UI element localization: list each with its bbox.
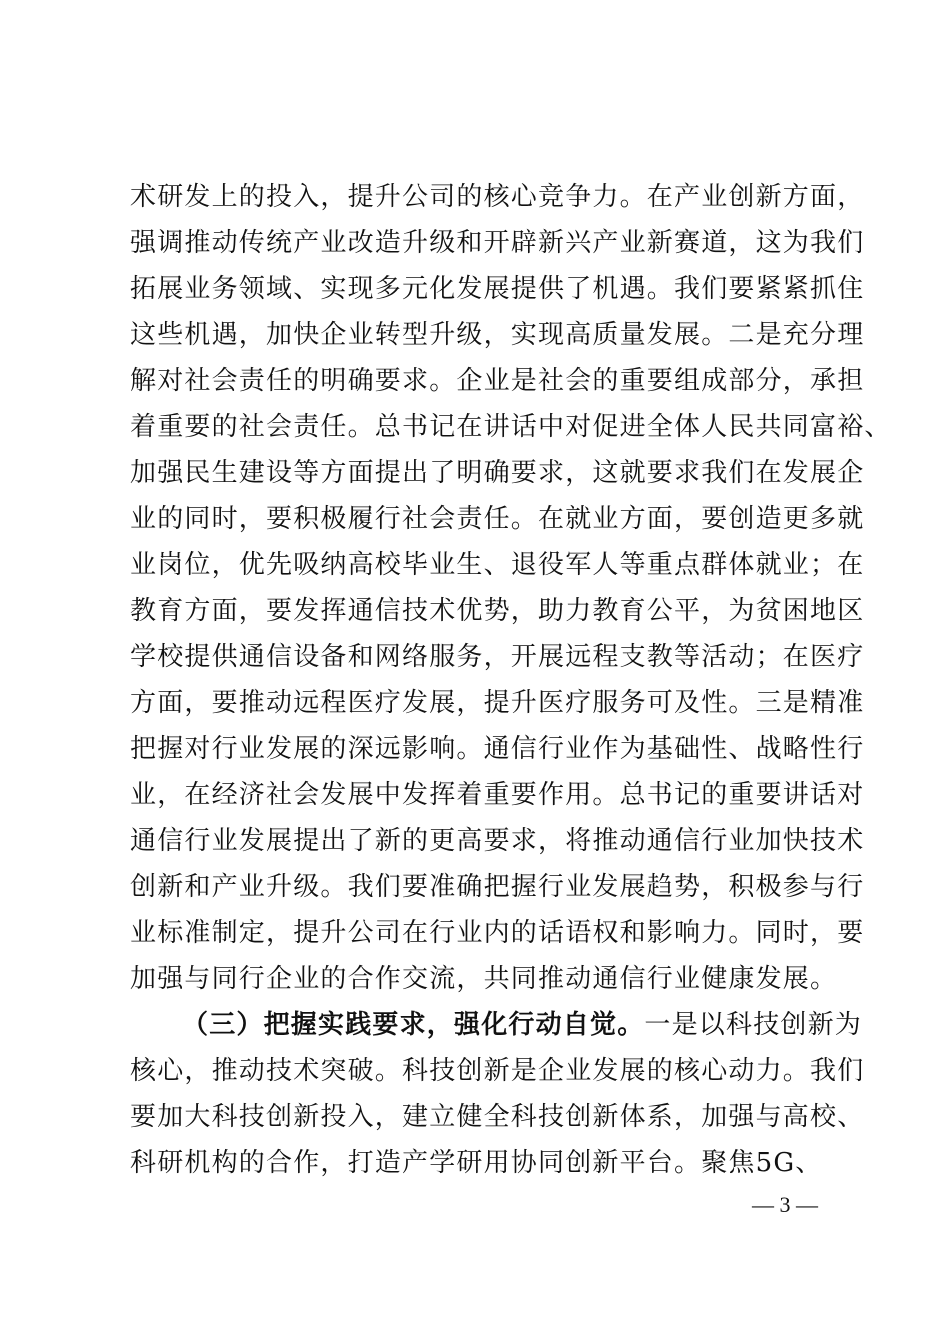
paragraph-line: 核心，推动技术突破。科技创新是企业发展的核心动力。我们 xyxy=(130,1056,865,1086)
paragraph-line: 通信行业发展提出了新的更高要求，将推动通信行业加快技术 xyxy=(130,826,865,856)
paragraph-line: 着重要的社会责任。总书记在讲话中对促进全体人民共同富裕、 xyxy=(130,412,892,442)
paragraph-line: 业标准制定，提升公司在行业内的话语权和影响力。同时，要 xyxy=(130,918,865,948)
paragraph-line: 教育方面，要发挥通信技术优势，助力教育公平，为贫困地区 xyxy=(130,596,865,626)
paragraph-line: 解对社会责任的明确要求。企业是社会的重要组成部分，承担 xyxy=(130,366,865,396)
paragraph-line: 学校提供通信设备和网络服务，开展远程支教等活动；在医疗 xyxy=(130,642,865,672)
section-first-line-text: 一是以科技创新为 xyxy=(644,1010,863,1040)
paragraph-line: 术研发上的投入，提升公司的核心竞争力。在产业创新方面， xyxy=(130,182,865,212)
paragraph-line: 创新和产业升级。我们要准确把握行业发展趋势，积极参与行 xyxy=(130,872,865,902)
body-text xyxy=(130,174,892,1186)
paragraph-line: 加强民生建设等方面提出了明确要求，这就要求我们在发展企 xyxy=(130,458,865,488)
paragraph-line: 方面，要推动远程医疗发展，提升医疗服务可及性。三是精准 xyxy=(130,688,865,718)
paragraph-line: 拓展业务领域、实现多元化发展提供了机遇。我们要紧紧抓住 xyxy=(130,274,865,304)
paragraph-line: 加强与同行企业的合作交流，共同推动通信行业健康发展。 xyxy=(130,964,838,994)
paragraph-line: 业岗位，优先吸纳高校毕业生、退役军人等重点群体就业；在 xyxy=(130,550,865,580)
paragraph-line: 把握对行业发展的深远影响。通信行业作为基础性、战略性行 xyxy=(130,734,865,764)
page-number: — 3 — xyxy=(752,1192,818,1217)
paragraph-line: 业，在经济社会发展中发挥着重要作用。总书记的重要讲话对 xyxy=(130,780,865,810)
paragraph-line: 要加大科技创新投入，建立健全科技创新体系，加强与高校、 xyxy=(130,1102,865,1132)
paragraph-line: 这些机遇，加快企业转型升级，实现高质量发展。二是充分理 xyxy=(130,320,865,350)
paragraph-line: 科研机构的合作，打造产学研用协同创新平台。聚焦5G、 xyxy=(130,1148,823,1178)
section-heading: （三）把握实践要求，强化行动自觉。 xyxy=(182,1010,645,1040)
paragraph-line: 强调推动传统产业改造升级和开辟新兴产业新赛道，这为我们 xyxy=(130,228,865,258)
section-first-line xyxy=(130,1002,863,1048)
paragraph-line: 业的同时，要积极履行社会责任。在就业方面，要创造更多就 xyxy=(130,504,865,534)
